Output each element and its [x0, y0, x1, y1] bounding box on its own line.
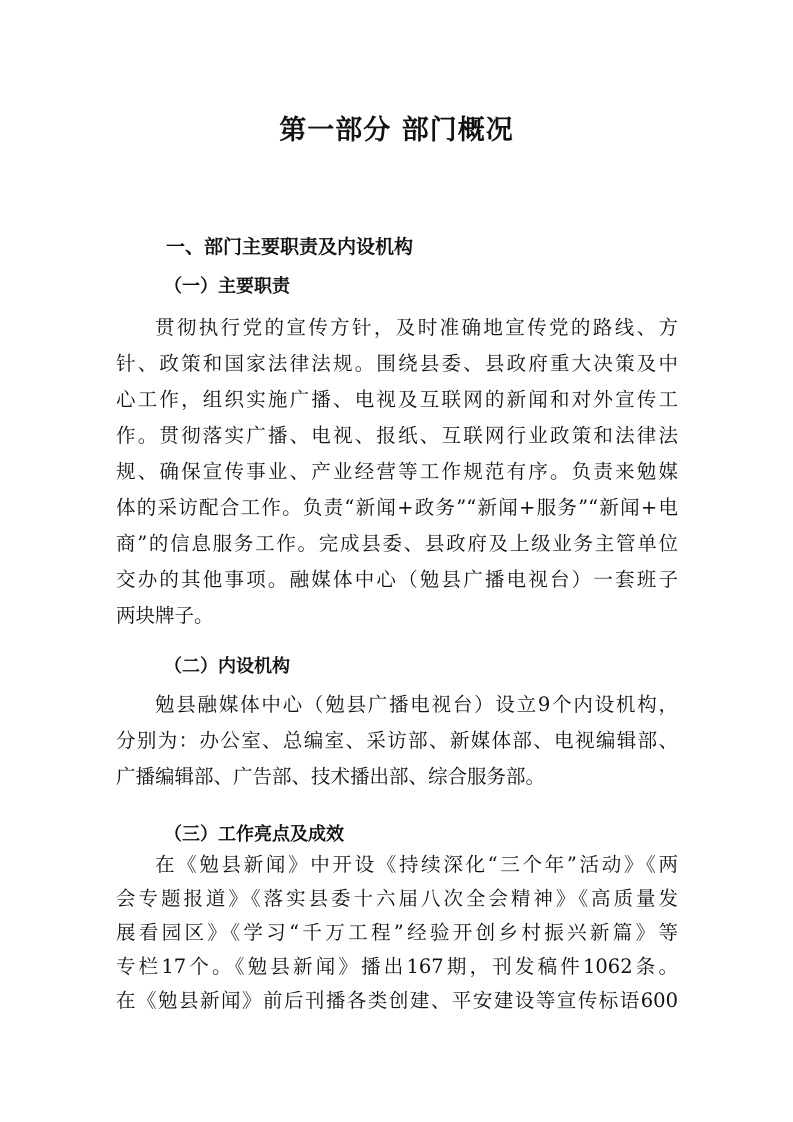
text-line: 会专题报道》《落实县委十六届八次全会精神》《高质量发	[116, 887, 678, 910]
text-line: 贯彻执行党的宣传方针，及时准确地宣传党的路线、方	[155, 316, 678, 339]
text-line: 交办的其他事项。融媒体中心（勉县广播电视台）一套班子	[116, 568, 678, 591]
page-title: 第一部分 部门概况	[279, 115, 514, 146]
text-line: 在《勉县新闻》前后刊播各类创建、平安建设等宣传标语600	[116, 989, 678, 1012]
text-line: 商”的信息服务工作。完成县委、县政府及上级业务主管单位	[116, 532, 678, 555]
text-line: 勉县融媒体中心（勉县广播电视台）设立9个内设机构，	[155, 693, 678, 716]
subsection-heading-highlights: （三）工作亮点及成效	[164, 824, 344, 845]
text-line: 展看园区》《学习“千万工程”经验开创乡村振兴新篇》等	[116, 921, 678, 944]
text-line: 专栏17个。《勉县新闻》播出167期，刊发稿件1062条。	[116, 955, 678, 978]
paragraph-main-duties	[116, 310, 678, 634]
subsection-heading-internal-units: （二）内设机构	[164, 656, 290, 677]
section-heading-duties-and-structure: 一、部门主要职责及内设机构	[166, 236, 414, 258]
text-line: 针、政策和国家法律法规。围绕县委、县政府重大决策及中	[116, 352, 678, 375]
paragraph-internal-units	[116, 687, 678, 795]
paragraph-highlights	[116, 848, 678, 1018]
text-line: 在《勉县新闻》中开设《持续深化“三个年”活动》《两	[155, 853, 678, 876]
text-line: 作。贯彻落实广播、电视、报纸、互联网行业政策和法律法	[116, 424, 678, 447]
text-line: 心工作，组织实施广播、电视及互联网的新闻和对外宣传工	[116, 388, 678, 411]
text-line: 分别为：办公室、总编室、采访部、新媒体部、电视编辑部、	[116, 729, 678, 752]
subsection-heading-main-duties: （一）主要职责	[164, 276, 290, 297]
text-line: 体的采访配合工作。负责“新闻+政务”“新闻+服务”“新闻+电	[116, 496, 678, 519]
text-line: 规、确保宣传事业、产业经营等工作规范有序。负责来勉媒	[116, 460, 678, 483]
text-line: 广播编辑部、广告部、技术播出部、综合服务部。	[116, 765, 546, 788]
text-line: 两块牌子。	[116, 604, 214, 627]
